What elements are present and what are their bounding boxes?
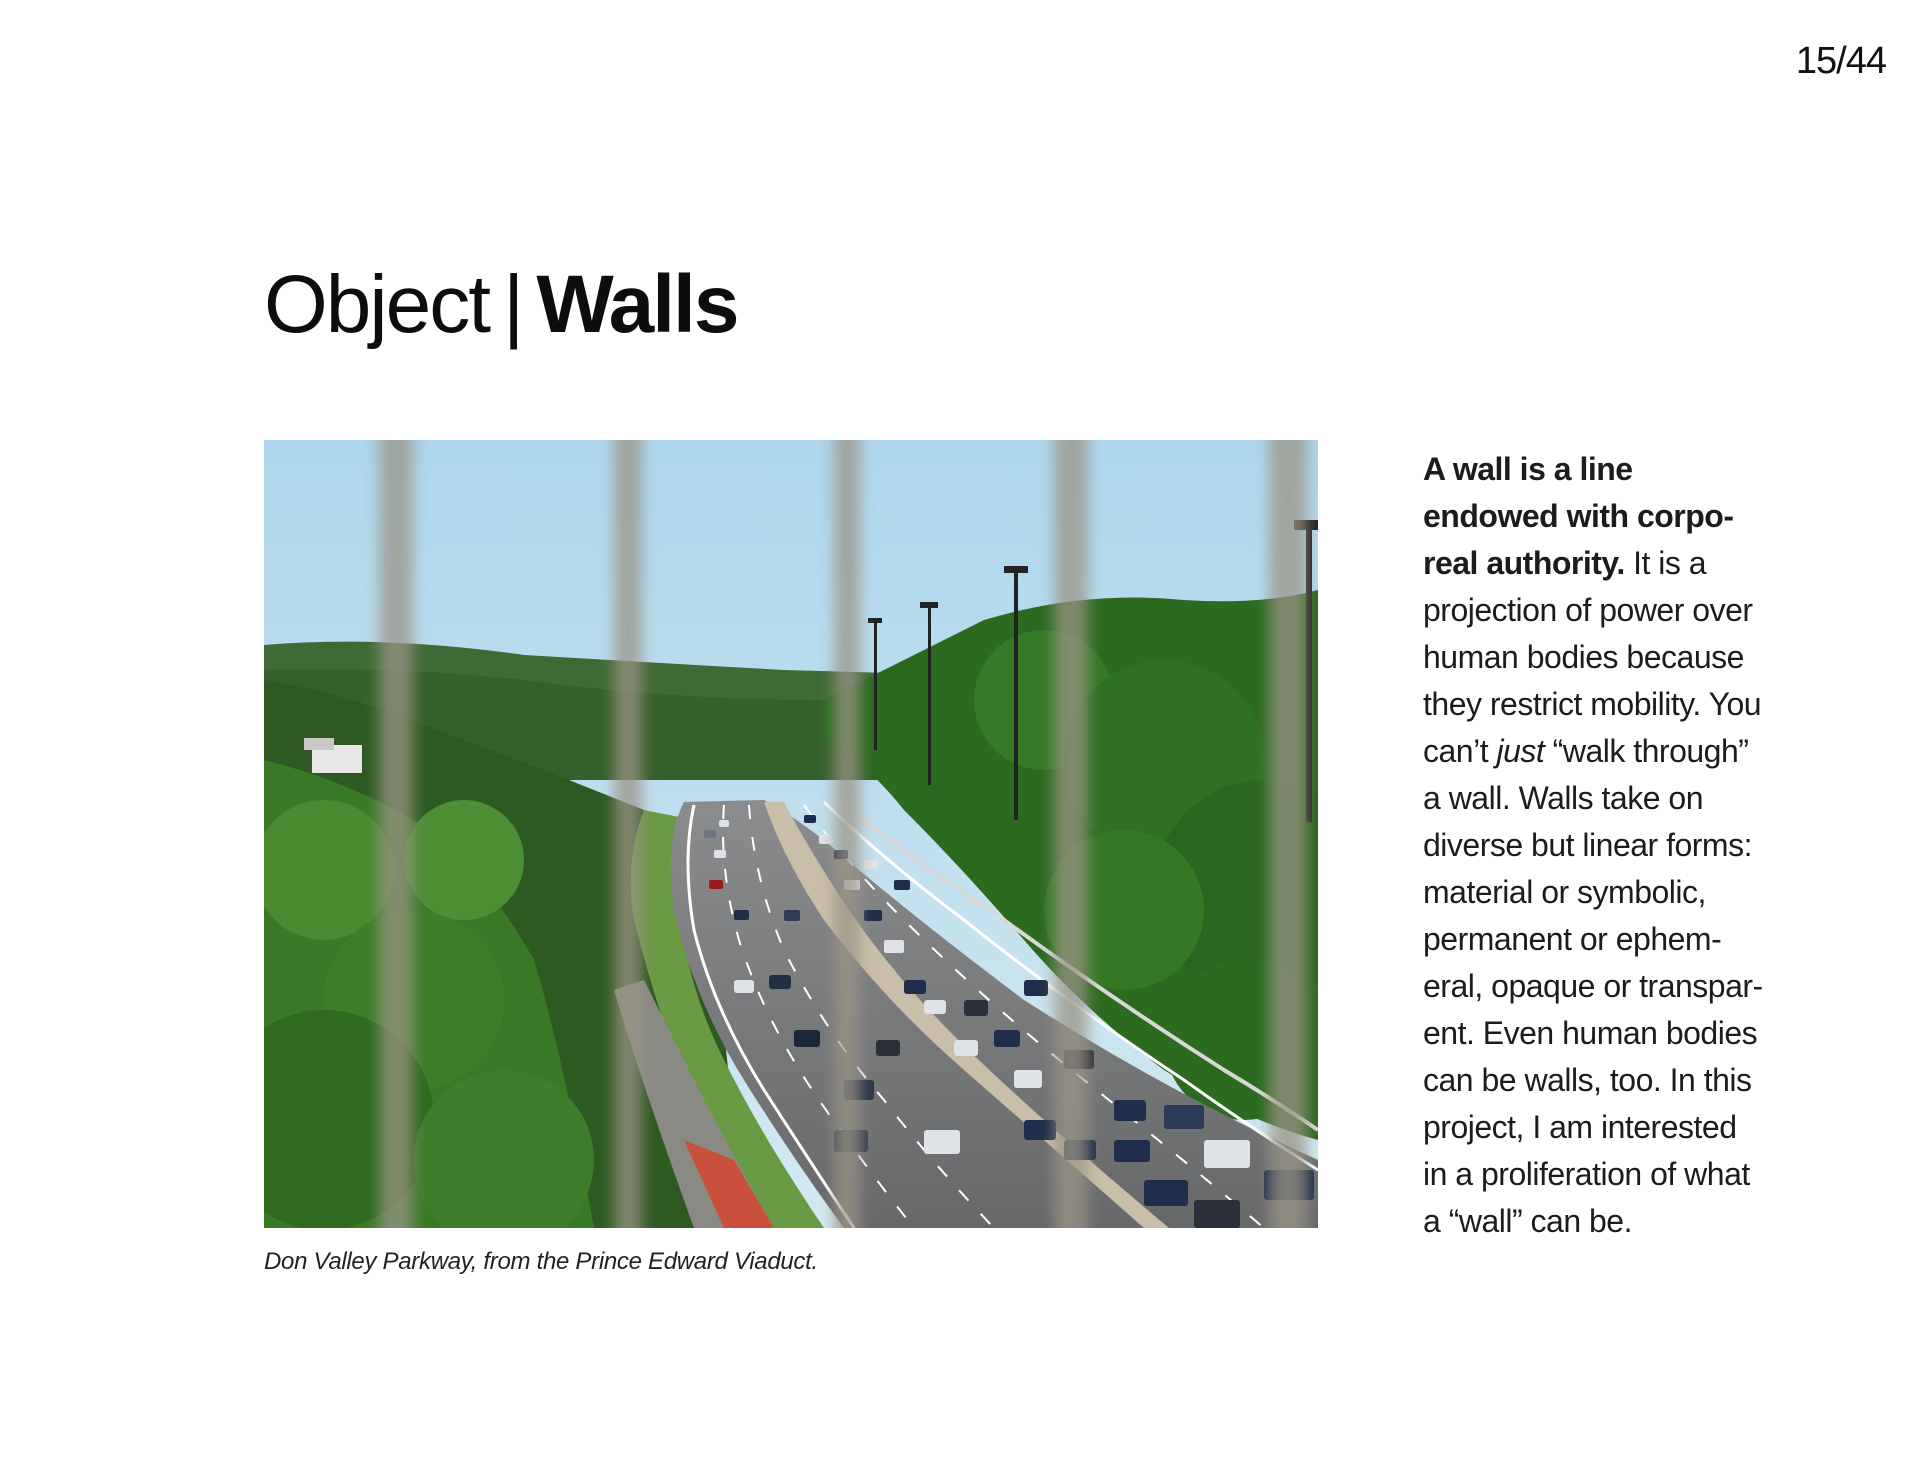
body-line	[1423, 446, 1823, 493]
page-number: 15/44	[1795, 40, 1886, 82]
body-line: can be walls, too. In this	[1423, 1062, 1752, 1098]
title-bold: Walls	[536, 259, 738, 350]
body-lead: endowed with corpo-	[1423, 498, 1734, 534]
body-line: a wall. Walls take on	[1423, 780, 1703, 816]
title-separator: |	[503, 259, 523, 350]
body-line	[1423, 540, 1823, 587]
body-line: they restrict mobility. You	[1423, 686, 1762, 722]
photo-caption: Don Valley Parkway, from the Prince Edward Viaduct.	[264, 1248, 818, 1275]
body-line	[1423, 493, 1823, 540]
body-text-run: It is a	[1624, 545, 1707, 581]
highway-photo-illustration	[264, 440, 1318, 1228]
body-text-run: “walk through”	[1544, 733, 1749, 769]
highway-photo	[264, 440, 1318, 1228]
body-line: project, I am interested	[1423, 1109, 1737, 1145]
body-line: ent. Even human bodies	[1423, 1015, 1758, 1051]
body-line: permanent or ephem-	[1423, 921, 1722, 957]
body-text	[1423, 446, 1823, 1245]
body-emphasis: just	[1496, 733, 1545, 769]
body-line: eral, opaque or transpar-	[1423, 968, 1763, 1004]
page-title	[264, 258, 737, 352]
body-line: human bodies because	[1423, 639, 1744, 675]
body-lead: A wall is a line	[1423, 451, 1633, 487]
body-line: in a proliferation of what	[1423, 1156, 1750, 1192]
body-text-run: can’t	[1423, 733, 1497, 769]
title-light: Object	[264, 259, 489, 350]
body-line: diverse but linear forms:	[1423, 827, 1752, 863]
body-line: projection of power over	[1423, 592, 1753, 628]
body-lead: real authority.	[1423, 545, 1625, 581]
body-line: a “wall” can be.	[1423, 1203, 1632, 1239]
body-line: material or symbolic,	[1423, 874, 1706, 910]
body-line	[1423, 728, 1823, 775]
